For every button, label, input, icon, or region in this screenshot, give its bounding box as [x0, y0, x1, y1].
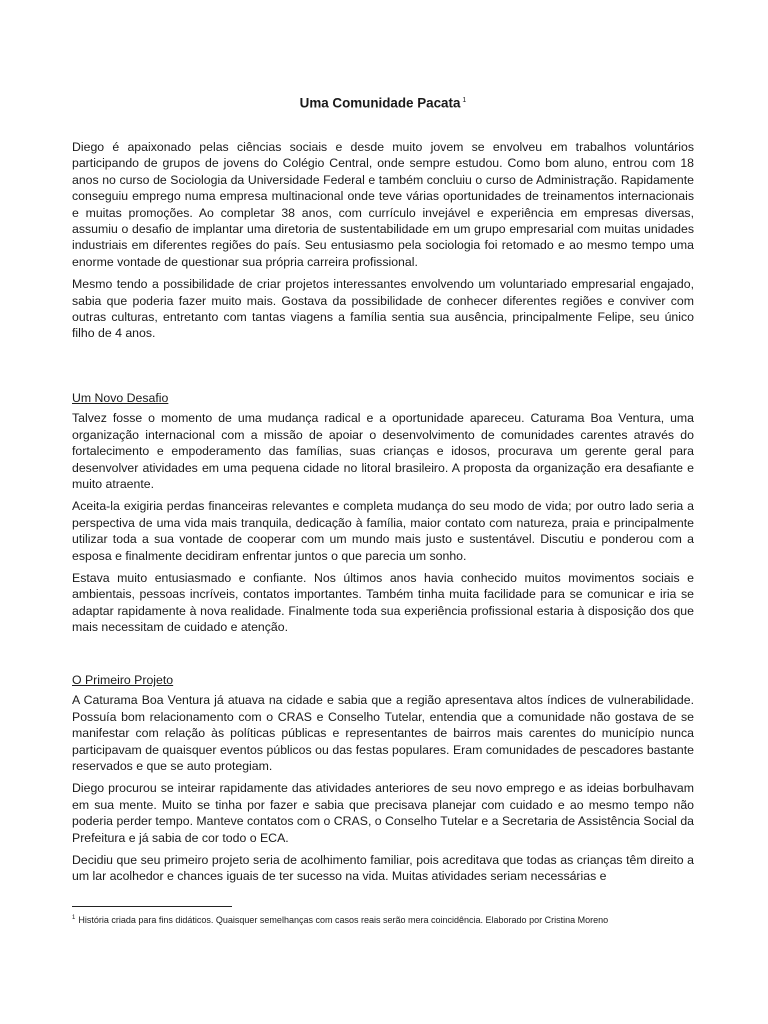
title-text: Uma Comunidade Pacata [299, 95, 461, 111]
section-heading: Um Novo Desafio [72, 391, 169, 405]
footnote [72, 913, 694, 927]
section-paragraph: Decidiu que seu primeiro projeto seria de acolhimento familiar, pois acreditava que todas as crianças têm direito a um lar acolhedor e chances iguais de ter sucesso na vida. Muitas atividades seriam necessárias e [72, 853, 694, 884]
intro-paragraph: Diego é apaixonado pelas ciências sociais e desde muito jovem se envolveu em trabalhos voluntários participando de grupos de jovens do Colégio Central, onde sempre estudou. Como bom aluno, entrou com 18 anos no curso de Sociologia da Universidade Federal e também concluiu o curso de Administração. Rapidamente conseguiu emprego numa empresa multinacional onde teve várias oportunidades de treinamentos internacionais e muitas promoções. Ao completar 38 anos, com currículo invejável e experiência em empresas diversas, assumiu o desafio de implantar uma diretoria de sustentabilidade em um grupo empresarial com muitas unidades industriais em diferentes regiões do país. Seu entusiasmo pela sociologia foi retomado e ao mesmo tempo uma enorme vontade de questionar sua própria carreira profissional. [72, 140, 694, 269]
section-heading: O Primeiro Projeto [72, 673, 174, 687]
section-paragraph: A Caturama Boa Ventura já atuava na cidade e sabia que a região apresentava altos índices de vulnerabilidade. Possuía bom relacionamento com o CRAS e Conselho Tutelar, entendia que a comunidade não gostava de se manifestar com relação às políticas públicas e representantes de bairros mais carentes do município nunca participavam de quaisquer eventos públicos ou das festas populares. Eram comunidades de pescadores bastante reservados e que se auto protegiam. [72, 693, 694, 774]
section-paragraph: Estava muito entusiasmado e confiante. Nos últimos anos havia conhecido muitos movimentos sociais e ambientais, pessoas incríveis, contatos importantes. Também tinha muita facilidade para se comunicar e iria se adaptar rapidamente à nova realidade. Finalmente toda sua experiência profissional estaria à disposição dos que mais necessitam de cuidado e atenção. [72, 571, 694, 635]
section-paragraph: Aceita-la exigiria perdas financeiras relevantes e completa mudança do seu modo de vida; por outro lado seria a perspectiva de uma vida mais tranquila, dedicação à família, maior contato com natureza, praia e principalmente utilizar toda a sua vontade de cooperar com um mundo mais justo e sustentável. Discutiu e ponderou com a esposa e finalmente decidiram enfrentar juntos o que parecia um sonho. [72, 499, 694, 563]
footnote-text: História criada para fins didáticos. Quaisquer semelhanças com casos reais serão mera coincidência. Elaborado por Cristina Moreno [78, 915, 609, 925]
document-title [72, 92, 694, 112]
footnote-mark: 1 [72, 915, 76, 921]
intro-paragraph: Mesmo tendo a possibilidade de criar projetos interessantes envolvendo um voluntariado empresarial engajado, sabia que poderia fazer muito mais. Gostava da possibilidade de conhecer diferentes regiões e conviver com outras culturas, entretanto com tantas viagens a família sentia sua ausência, principalmente Felipe, seu único filho de 4 anos. [72, 277, 694, 341]
section-primeiro-projeto [72, 672, 694, 891]
section-novo-desafio [72, 390, 694, 642]
section-paragraph: Talvez fosse o momento de uma mudança radical e a oportunidade apareceu. Caturama Boa Ventura, uma organização internacional com a missão de apoiar o desenvolvimento de comunidades carentes através do fortalecimento e empoderamento das famílias, suas crianças e idosos, procurava um gerente geral para desenvolver atividades em uma pequena cidade no litoral brasileiro. A proposta da organização era desafiante e muito atraente. [72, 411, 694, 492]
intro-section [72, 139, 694, 348]
footnote-divider [72, 906, 232, 907]
section-paragraph: Diego procurou se inteirar rapidamente das atividades anteriores de seu novo emprego e as ideias borbulhavam em sua mente. Muito se tinha por fazer e sabia que precisava planejar com cuidado e ao mesmo tempo não poderia perder tempo. Manteve contatos com o CRAS, o Conselho Tutelar e a Secretaria de Assistência Social da Prefeitura e já sabia de cor todo o ECA. [72, 781, 695, 845]
title-footnote-mark: 1 [462, 97, 467, 104]
